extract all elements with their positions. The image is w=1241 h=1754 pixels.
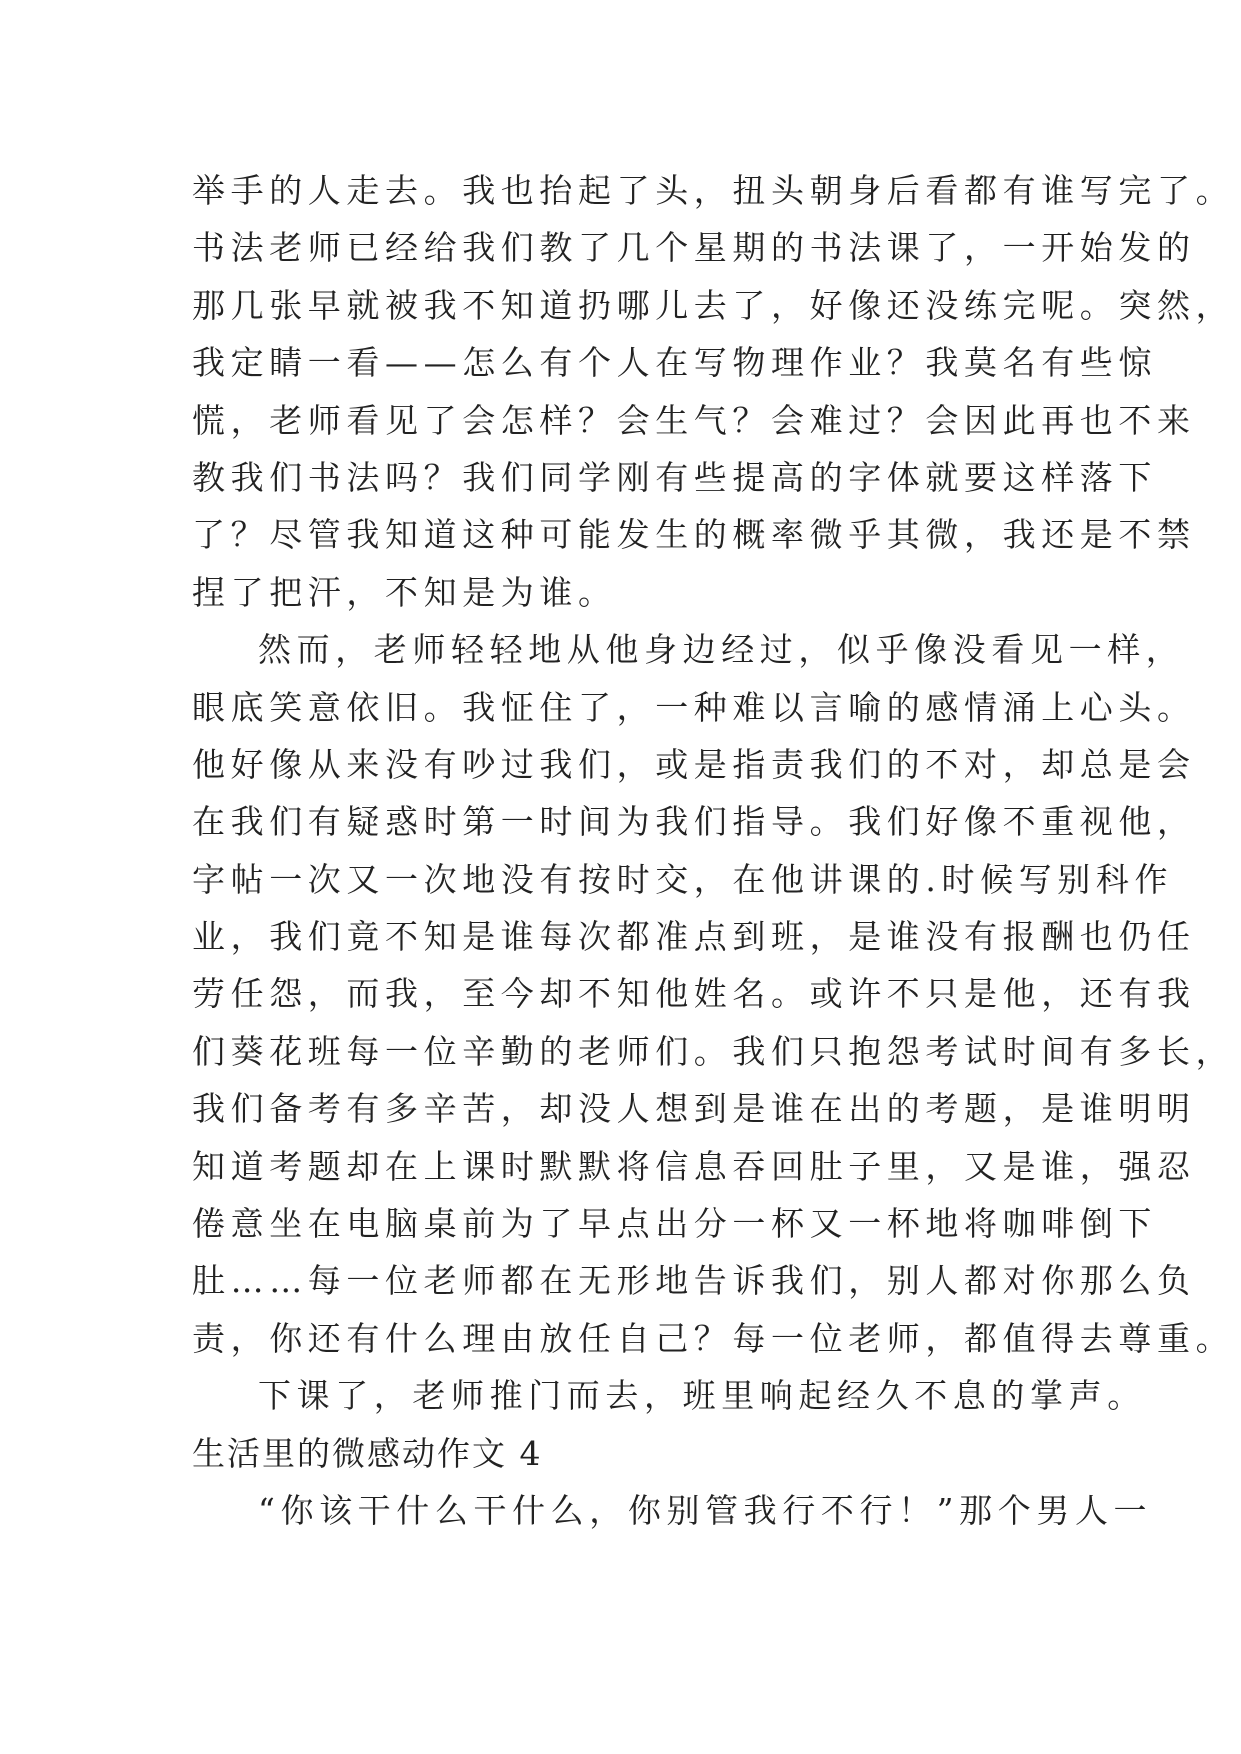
text-line: 们葵花班每一位辛勤的老师们。我们只抱怨考试时间有多长， [192,1031,1235,1071]
text-line: 举手的人走去。我也抬起了头，扭头朝身后看都有谁写完了。 [192,171,1235,210]
text-line: 书法老师已经给我们教了几个星期的书法课了，一开始发的 [192,228,1196,268]
text-line: 慌，老师看见了会怎样？会生气？会难过？会因此再也不来 [192,400,1196,440]
text-line: 然而，老师轻轻地从他身边经过，似乎像没看见一样， [258,630,1185,670]
text-line: 了？尽管我知道这种可能发生的概率微乎其微，我还是不禁 [192,515,1196,555]
text-line: 在我们有疑惑时第一时间为我们指导。我们好像不重视他， [192,802,1196,842]
text-line: 我们备考有多辛苦，却没人想到是谁在出的考题，是谁明明 [192,1089,1196,1129]
text-line: 业，我们竟不知是谁每次都准点到班，是谁没有报酬也仍任 [192,917,1196,957]
text-line: 责，你还有什么理由放任自己？每一位老师，都值得去尊重。 [192,1318,1235,1358]
text-line: “你该干什么干什么，你别管我行不行！”那个男人一 [258,1490,1153,1530]
text-line: 倦意坐在电脑桌前为了早点出分一杯又一杯地将咖啡倒下 [192,1204,1157,1244]
section-heading: 生活里的微感动作文 4 [192,1433,543,1473]
text-line: 下课了，老师推门而去，班里响起经久不息的掌声。 [258,1376,1146,1416]
text-line: 我定睛一看——怎么有个人在写物理作业？我莫名有些惊 [192,343,1157,383]
text-line: 捏了把汗，不知是为谁。 [192,572,617,612]
text-line: 劳任怨，而我，至今却不知他姓名。或许不只是他，还有我 [192,974,1196,1014]
text-line: 教我们书法吗？我们同学刚有些提高的字体就要这样落下 [192,457,1157,497]
text-line: 肚……每一位老师都在无形地告诉我们，别人都对你那么负 [192,1261,1196,1301]
text-line: 知道考题却在上课时默默将信息吞回肚子里，又是谁，强忍 [192,1146,1196,1186]
text-line: 那几张早就被我不知道扔哪儿去了，好像还没练完呢。突然， [192,285,1235,325]
text-line: 眼底笑意依旧。我怔住了，一种难以言喻的感情涌上心头。 [192,687,1196,727]
text-line: 字帖一次又一次地没有按时交，在他讲课的.时候写别科作 [192,859,1174,899]
text-line: 他好像从来没有吵过我们，或是指责我们的不对，却总是会 [192,744,1196,784]
document-page [192,162,1235,1539]
